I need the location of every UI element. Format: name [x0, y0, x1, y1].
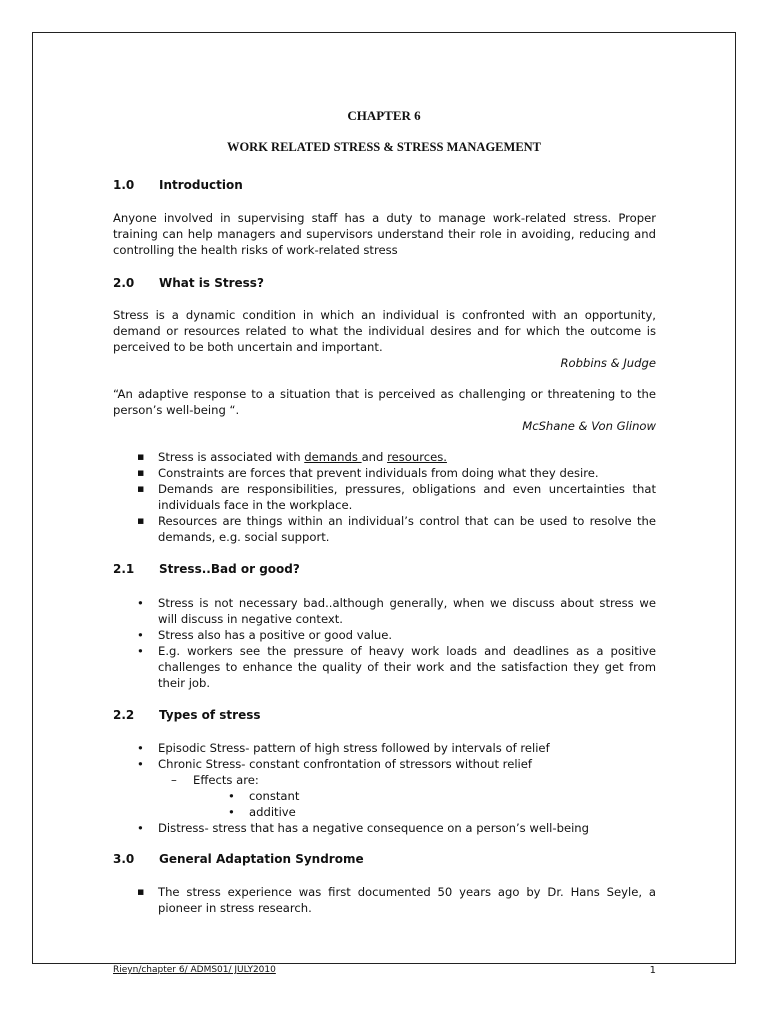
section-number: 2.2 [113, 708, 135, 722]
list-item: • Chronic Stress- constant confrontation of stressors without relief [158, 756, 656, 772]
page-number: 1 [649, 965, 656, 976]
section-number: 1.0 [113, 178, 135, 192]
section-number: 3.0 [113, 852, 135, 866]
bad-good-bullets [158, 595, 656, 691]
section-title: General Adaptation Syndrome [159, 852, 364, 866]
demands-term: demands [304, 450, 362, 464]
list-item: ▪ Demands are responsibilities, pressures, obligations and even uncertainties that individuals face in the workplace. [158, 481, 656, 513]
list-item: • additive [249, 804, 656, 820]
footer-reference [113, 965, 276, 975]
list-item: ▪ The stress experience was first documented 50 years ago by Dr. Hans Seyle, a pioneer in stress research. [158, 884, 656, 916]
main-title: WORK RELATED STRESS & STRESS MANAGEMENT [226, 140, 542, 154]
citation-mcshane: McShane & Von Glinow [522, 419, 656, 433]
types-list [158, 740, 656, 836]
heading-general-adaptation [113, 852, 364, 866]
heading-introduction [113, 178, 243, 192]
list-item: • E.g. workers see the pressure of heavy work loads and deadlines as a positive challenges to enhance the quality of their work and the satisfaction they get from their job. [158, 643, 656, 691]
heading-what-is-stress [113, 276, 264, 290]
section-title: Stress..Bad or good? [159, 562, 300, 576]
heading-bad-or-good [113, 562, 300, 576]
definition-mcshane: “An adaptive response to a situation that is perceived as challenging or threatening to the person’s well-being “. [113, 387, 656, 417]
footer-text: Rieyn/chapter 6/ ADMS01/ JULY2010 [113, 965, 276, 975]
list-item: • constant [249, 788, 656, 804]
section-title: What is Stress? [159, 276, 264, 290]
list-item [158, 449, 656, 465]
gas-bullets [158, 884, 656, 916]
list-item: ▪ Constraints are forces that prevent individuals from doing what they desire. [158, 465, 656, 481]
list-item: • Stress also has a positive or good value. [158, 627, 656, 643]
heading-types-of-stress [113, 708, 261, 722]
section-title: Types of stress [159, 708, 261, 722]
chapter-title: CHAPTER 6 [347, 108, 421, 123]
stress-bullets [158, 449, 656, 545]
intro-paragraph: Anyone involved in supervising staff has a duty to manage work-related stress. Proper training can help managers and supervisors understand their role in avoiding, reducing and controlling the health risks of work-related stress [113, 211, 656, 257]
resources-term: resources. [387, 450, 447, 464]
citation-robbins: Robbins & Judge [560, 356, 656, 370]
list-item: • Episodic Stress- pattern of high stress followed by intervals of relief [158, 740, 656, 756]
list-item: ▪ Resources are things within an individual’s control that can be used to resolve the demands, e.g. social support. [158, 513, 656, 545]
bullet-text: and [361, 450, 388, 464]
section-number: 2.1 [113, 562, 135, 576]
bullet-text: Stress is associated with [158, 450, 305, 464]
list-item: • Distress- stress that has a negative consequence on a person’s well-being [158, 820, 656, 836]
list-item: • Stress is not necessary bad..although generally, when we discuss about stress we will discuss in negative context. [158, 595, 656, 627]
definition-robbins: Stress is a dynamic condition in which an individual is confronted with an opportunity, demand or resources related to what the individual desires and for which the outcome is perceived to be both uncertain and important. [113, 308, 656, 354]
list-item: – Effects are: [193, 772, 656, 788]
section-title: Introduction [159, 178, 243, 192]
section-number: 2.0 [113, 276, 135, 290]
